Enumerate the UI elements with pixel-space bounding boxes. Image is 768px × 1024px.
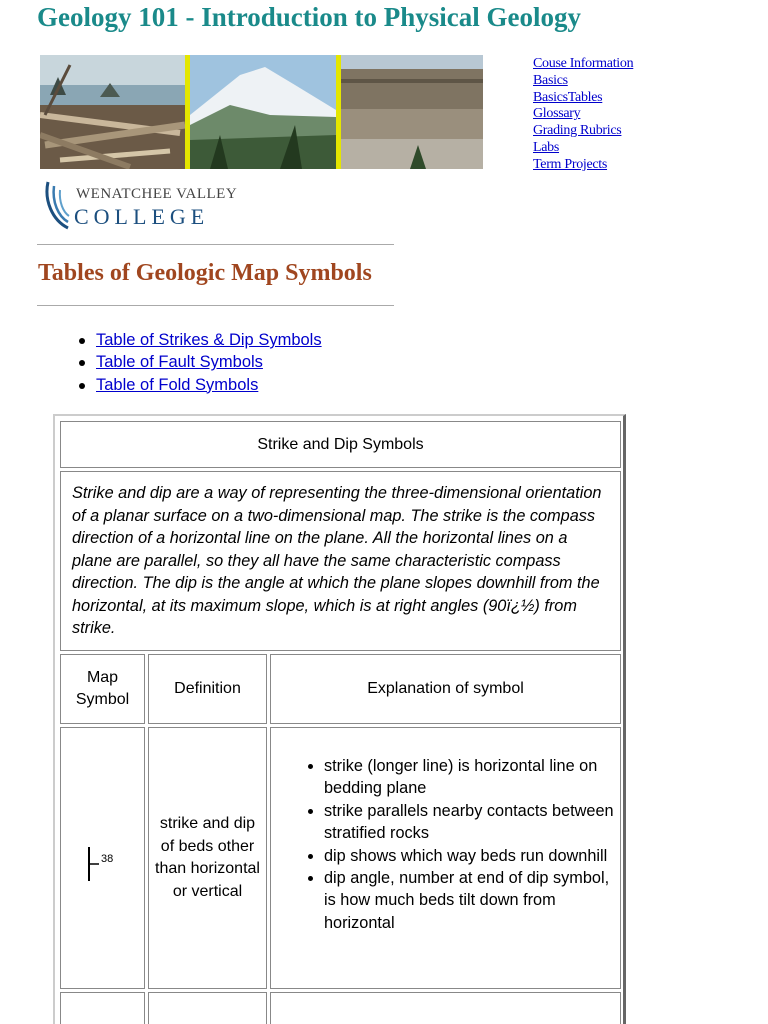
table-intro-text: Strike and dip are a way of representing the three-dimensional orientation of a planar surface on a two-dimensional map. The strike is the compass direction of a horizontal line on the plane. All the horizontal lines on a plane are parallel, so they all have the same characteristic compass direction. The dip is the angle at which the plane slopes downhill from the horizontal, at its maximum slope, which is at right angles (90ï¿½) from strike. bbox=[60, 471, 621, 651]
explanation-item: • strike (longer line) is horizontal line on bedding plane bbox=[324, 755, 620, 800]
college-logo-mark-icon bbox=[44, 180, 72, 230]
strike-dip-symbol-icon bbox=[86, 845, 116, 885]
nav-link-basics[interactable]: Basics bbox=[533, 72, 568, 88]
logo-text-wenatchee-valley: WENATCHEE VALLEY bbox=[76, 186, 238, 202]
next-row-symbol-cell bbox=[60, 992, 145, 1024]
page-header-title: Geology 101 - Introduction to Physical Geology bbox=[37, 2, 581, 32]
header-map-symbol: Map Symbol bbox=[60, 654, 145, 724]
next-row-explanation-cell bbox=[270, 992, 621, 1024]
explanation-list bbox=[271, 755, 620, 934]
dip-angle-label: 38 bbox=[101, 853, 114, 865]
nav-link-course-information[interactable]: Couse Information bbox=[533, 56, 634, 71]
header-definition: Definition bbox=[148, 654, 267, 724]
header-explanation: Explanation of symbol bbox=[270, 654, 621, 724]
table-of-contents bbox=[96, 329, 322, 396]
row-explanation bbox=[270, 727, 621, 989]
header-banner-images bbox=[40, 55, 483, 169]
college-logo bbox=[44, 180, 238, 230]
toc-link-strike-dip[interactable]: Table of Strikes & Dip Symbols bbox=[96, 331, 322, 349]
page-subtitle: Tables of Geologic Map Symbols bbox=[38, 260, 372, 286]
driftwood-beach-photo bbox=[40, 55, 185, 169]
nav-link-term-projects[interactable]: Term Projects bbox=[533, 156, 608, 172]
divider-top bbox=[37, 244, 394, 245]
toc-link-fold[interactable]: Table of Fold Symbols bbox=[96, 375, 259, 394]
toc-item bbox=[96, 329, 322, 351]
mount-rainier-photo bbox=[190, 55, 336, 169]
explanation-item: • strike parallels nearby contacts between stratified rocks bbox=[324, 800, 620, 845]
site-navigation bbox=[533, 56, 633, 174]
explanation-item: • dip shows which way beds run downhill bbox=[324, 845, 620, 867]
strike-dip-table bbox=[53, 414, 626, 1024]
toc-item bbox=[96, 351, 322, 373]
basalt-cliffs-photo bbox=[341, 55, 483, 169]
nav-link-glossary[interactable]: Glossary bbox=[533, 106, 581, 122]
toc-link-fault[interactable]: Table of Fault Symbols bbox=[96, 353, 263, 372]
row-definition: strike and dip of beds other than horizontal or vertical bbox=[148, 727, 267, 989]
explanation-item: • dip angle, number at end of dip symbol, is how much beds tilt down from horizontal bbox=[324, 867, 620, 934]
nav-link-basics-tables[interactable]: BasicsTables bbox=[533, 89, 603, 105]
table-caption: Strike and Dip Symbols bbox=[60, 421, 621, 468]
row-map-symbol bbox=[60, 727, 145, 989]
nav-link-grading-rubrics[interactable]: Grading Rubrics bbox=[533, 123, 622, 139]
divider-bottom bbox=[37, 305, 394, 306]
nav-link-labs[interactable]: Labs bbox=[533, 139, 560, 155]
toc-item bbox=[96, 374, 322, 396]
logo-text-college: COLLEGE bbox=[74, 204, 210, 229]
next-row-definition-cell bbox=[148, 992, 267, 1024]
